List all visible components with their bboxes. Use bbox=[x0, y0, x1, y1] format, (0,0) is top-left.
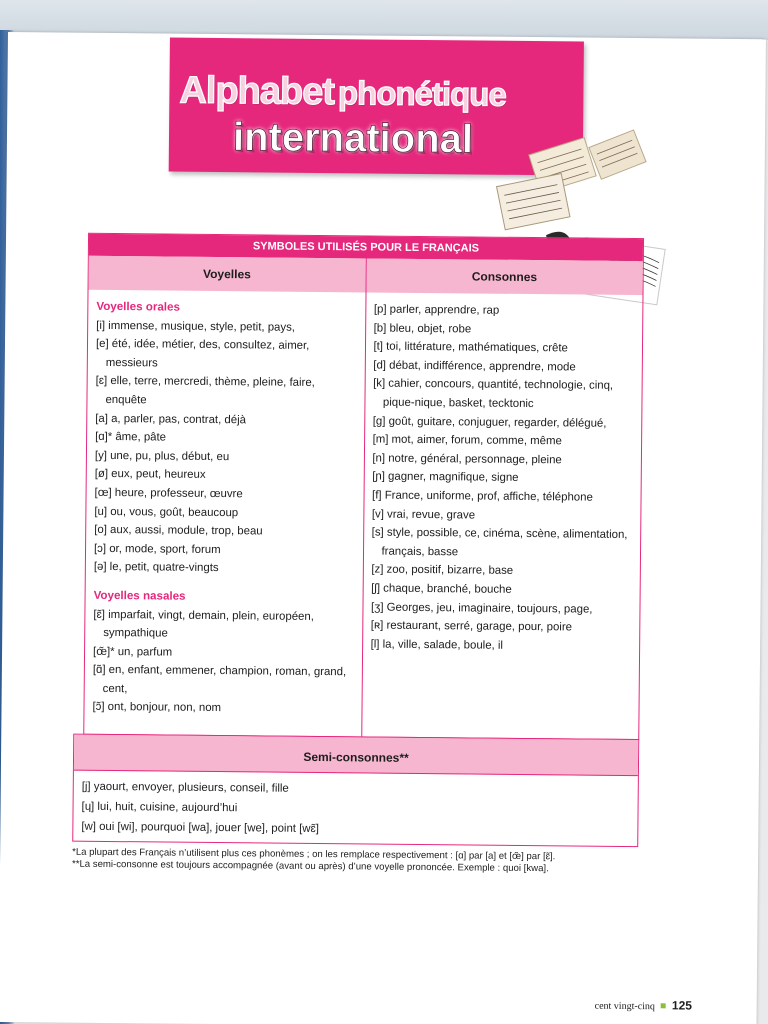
consonant-row: [ʃ] chaque, branché, bouche bbox=[371, 582, 512, 596]
footnotes bbox=[72, 847, 662, 877]
vowel-row: [y] une, pu, plus, début, eu bbox=[94, 449, 230, 463]
table-body bbox=[84, 290, 642, 739]
vowels-column-header: Voyelles bbox=[89, 256, 367, 293]
page-number: 125 bbox=[671, 998, 693, 1013]
vowel-row: [ɑ]* âme, pâte bbox=[95, 431, 167, 444]
consonant-row: [f] France, uniforme, prof, affiche, téléphone bbox=[372, 489, 593, 504]
consonant-row: [d] débat, indifférence, apprendre, mode bbox=[373, 359, 576, 374]
vowel-row: [a] a, parler, pas, contrat, déjà bbox=[95, 412, 247, 426]
phonetic-symbols-table bbox=[83, 233, 644, 740]
consonant-row: [ʀ] restaurant, serré, garage, pour, poire bbox=[370, 619, 573, 634]
vowel-row: [ɔ] or, mode, sport, forum bbox=[93, 542, 221, 556]
consonant-row: [ɲ] gagner, magnifique, signe bbox=[372, 470, 519, 485]
consonant-row: [t] toi, littérature, mathématiques, crête bbox=[373, 340, 568, 355]
nasal-vowel-row: [ɔ̃] ont, bonjour, non, nom bbox=[92, 701, 222, 715]
vowel-row: [ə] le, petit, quatre-vingts bbox=[93, 561, 219, 575]
page-number-footer bbox=[595, 998, 692, 1013]
semi-consonants-body bbox=[73, 771, 638, 848]
page-title-line2: international bbox=[232, 115, 474, 162]
page-title-line1 bbox=[179, 70, 506, 116]
semi-consonant-row: [ɥ] lui, huit, cuisine, aujourd’hui bbox=[81, 800, 238, 815]
nasal-vowels-heading: Voyelles nasales bbox=[93, 588, 186, 603]
consonant-row: [l] la, ville, salade, boule, il bbox=[370, 638, 504, 652]
consonant-row: [m] mot, aimer, forum, comme, même bbox=[372, 433, 562, 448]
table-title: SYMBOLES UTILISÉS POUR LE FRANÇAIS bbox=[89, 234, 643, 261]
footnote-1: *La plupart des Français n’utilisent plus ces phonèmes ; on les remplace respectivement : [ɑ] par [a] et [œ̃] par [ɛ̃]. bbox=[72, 846, 556, 863]
nasal-vowel-row: [ɛ̃] imparfait, vingt, demain, plein, européen, sympathique bbox=[93, 608, 314, 640]
oral-vowels-heading: Voyelles orales bbox=[96, 299, 181, 314]
semi-consonants-table bbox=[72, 734, 639, 847]
textbook-page bbox=[0, 32, 766, 1024]
column-headers bbox=[89, 256, 643, 295]
consonant-row: [v] vrai, revue, grave bbox=[371, 508, 476, 522]
vowel-row: [œ] heure, professeur, œuvre bbox=[94, 486, 243, 501]
title-word-alphabet: Alphabet bbox=[179, 69, 335, 114]
consonants-column-header: Consonnes bbox=[366, 258, 643, 295]
vowel-row: [ø] eux, peut, heureux bbox=[94, 468, 206, 482]
consonant-row: [n] notre, général, personnage, pleine bbox=[372, 452, 562, 467]
consonant-row: [g] goût, guitare, conjuguer, regarder, délégué, bbox=[372, 415, 607, 430]
nasal-vowel-row: [œ̃]* un, parfum bbox=[92, 645, 173, 659]
semi-consonant-row: [w] oui [wi], pourquoi [wa], jouer [we], point [wɛ̃] bbox=[81, 820, 319, 836]
nasal-vowel-row: [ɑ̃] en, enfant, emmener, champion, roman, grand, cent, bbox=[92, 664, 347, 696]
vowel-row: [e] été, idée, métier, des, consultez, aimer, messieurs bbox=[95, 338, 310, 370]
consonant-row: [ʒ] Georges, jeu, imaginaire, toujours, page, bbox=[370, 601, 593, 616]
semi-consonants-header: Semi-consonnes** bbox=[74, 735, 638, 776]
footnote-2: **La semi-consonne est toujours accompagnée (avant ou après) d’une voyelle prononcée. Exemple : quoi [kwa]. bbox=[71, 858, 549, 875]
vowel-row: [ɛ] elle, terre, mercredi, thème, pleine, faire, enquête bbox=[95, 375, 315, 407]
consonant-row: [p] parler, apprendre, rap bbox=[373, 303, 500, 317]
consonants-column bbox=[362, 292, 643, 739]
vowel-row: [u] ou, vous, goût, beaucoup bbox=[94, 505, 239, 519]
page-number-words: cent vingt-cinq bbox=[594, 1000, 655, 1013]
consonant-row: [k] cahier, concours, quantité, technologie, cinq, pique-nique, basket, tecktonic bbox=[373, 377, 614, 411]
semi-consonant-row: [j] yaourt, envoyer, plusieurs, conseil, fille bbox=[81, 780, 289, 795]
vowel-row: [i] immense, musique, style, petit, pays, bbox=[96, 319, 296, 334]
consonant-row: [s] style, possible, ce, cinéma, scène, alimentation, français, basse bbox=[371, 526, 628, 559]
consonant-row: [z] zoo, positif, bizarre, base bbox=[371, 563, 514, 578]
title-word-phonetique: phonétique bbox=[337, 74, 506, 113]
vowel-row: [o] aux, aussi, module, trop, beau bbox=[94, 523, 263, 538]
vowels-column bbox=[84, 290, 366, 737]
green-square-icon bbox=[661, 1003, 666, 1008]
consonant-row: [b] bleu, objet, robe bbox=[373, 322, 472, 336]
